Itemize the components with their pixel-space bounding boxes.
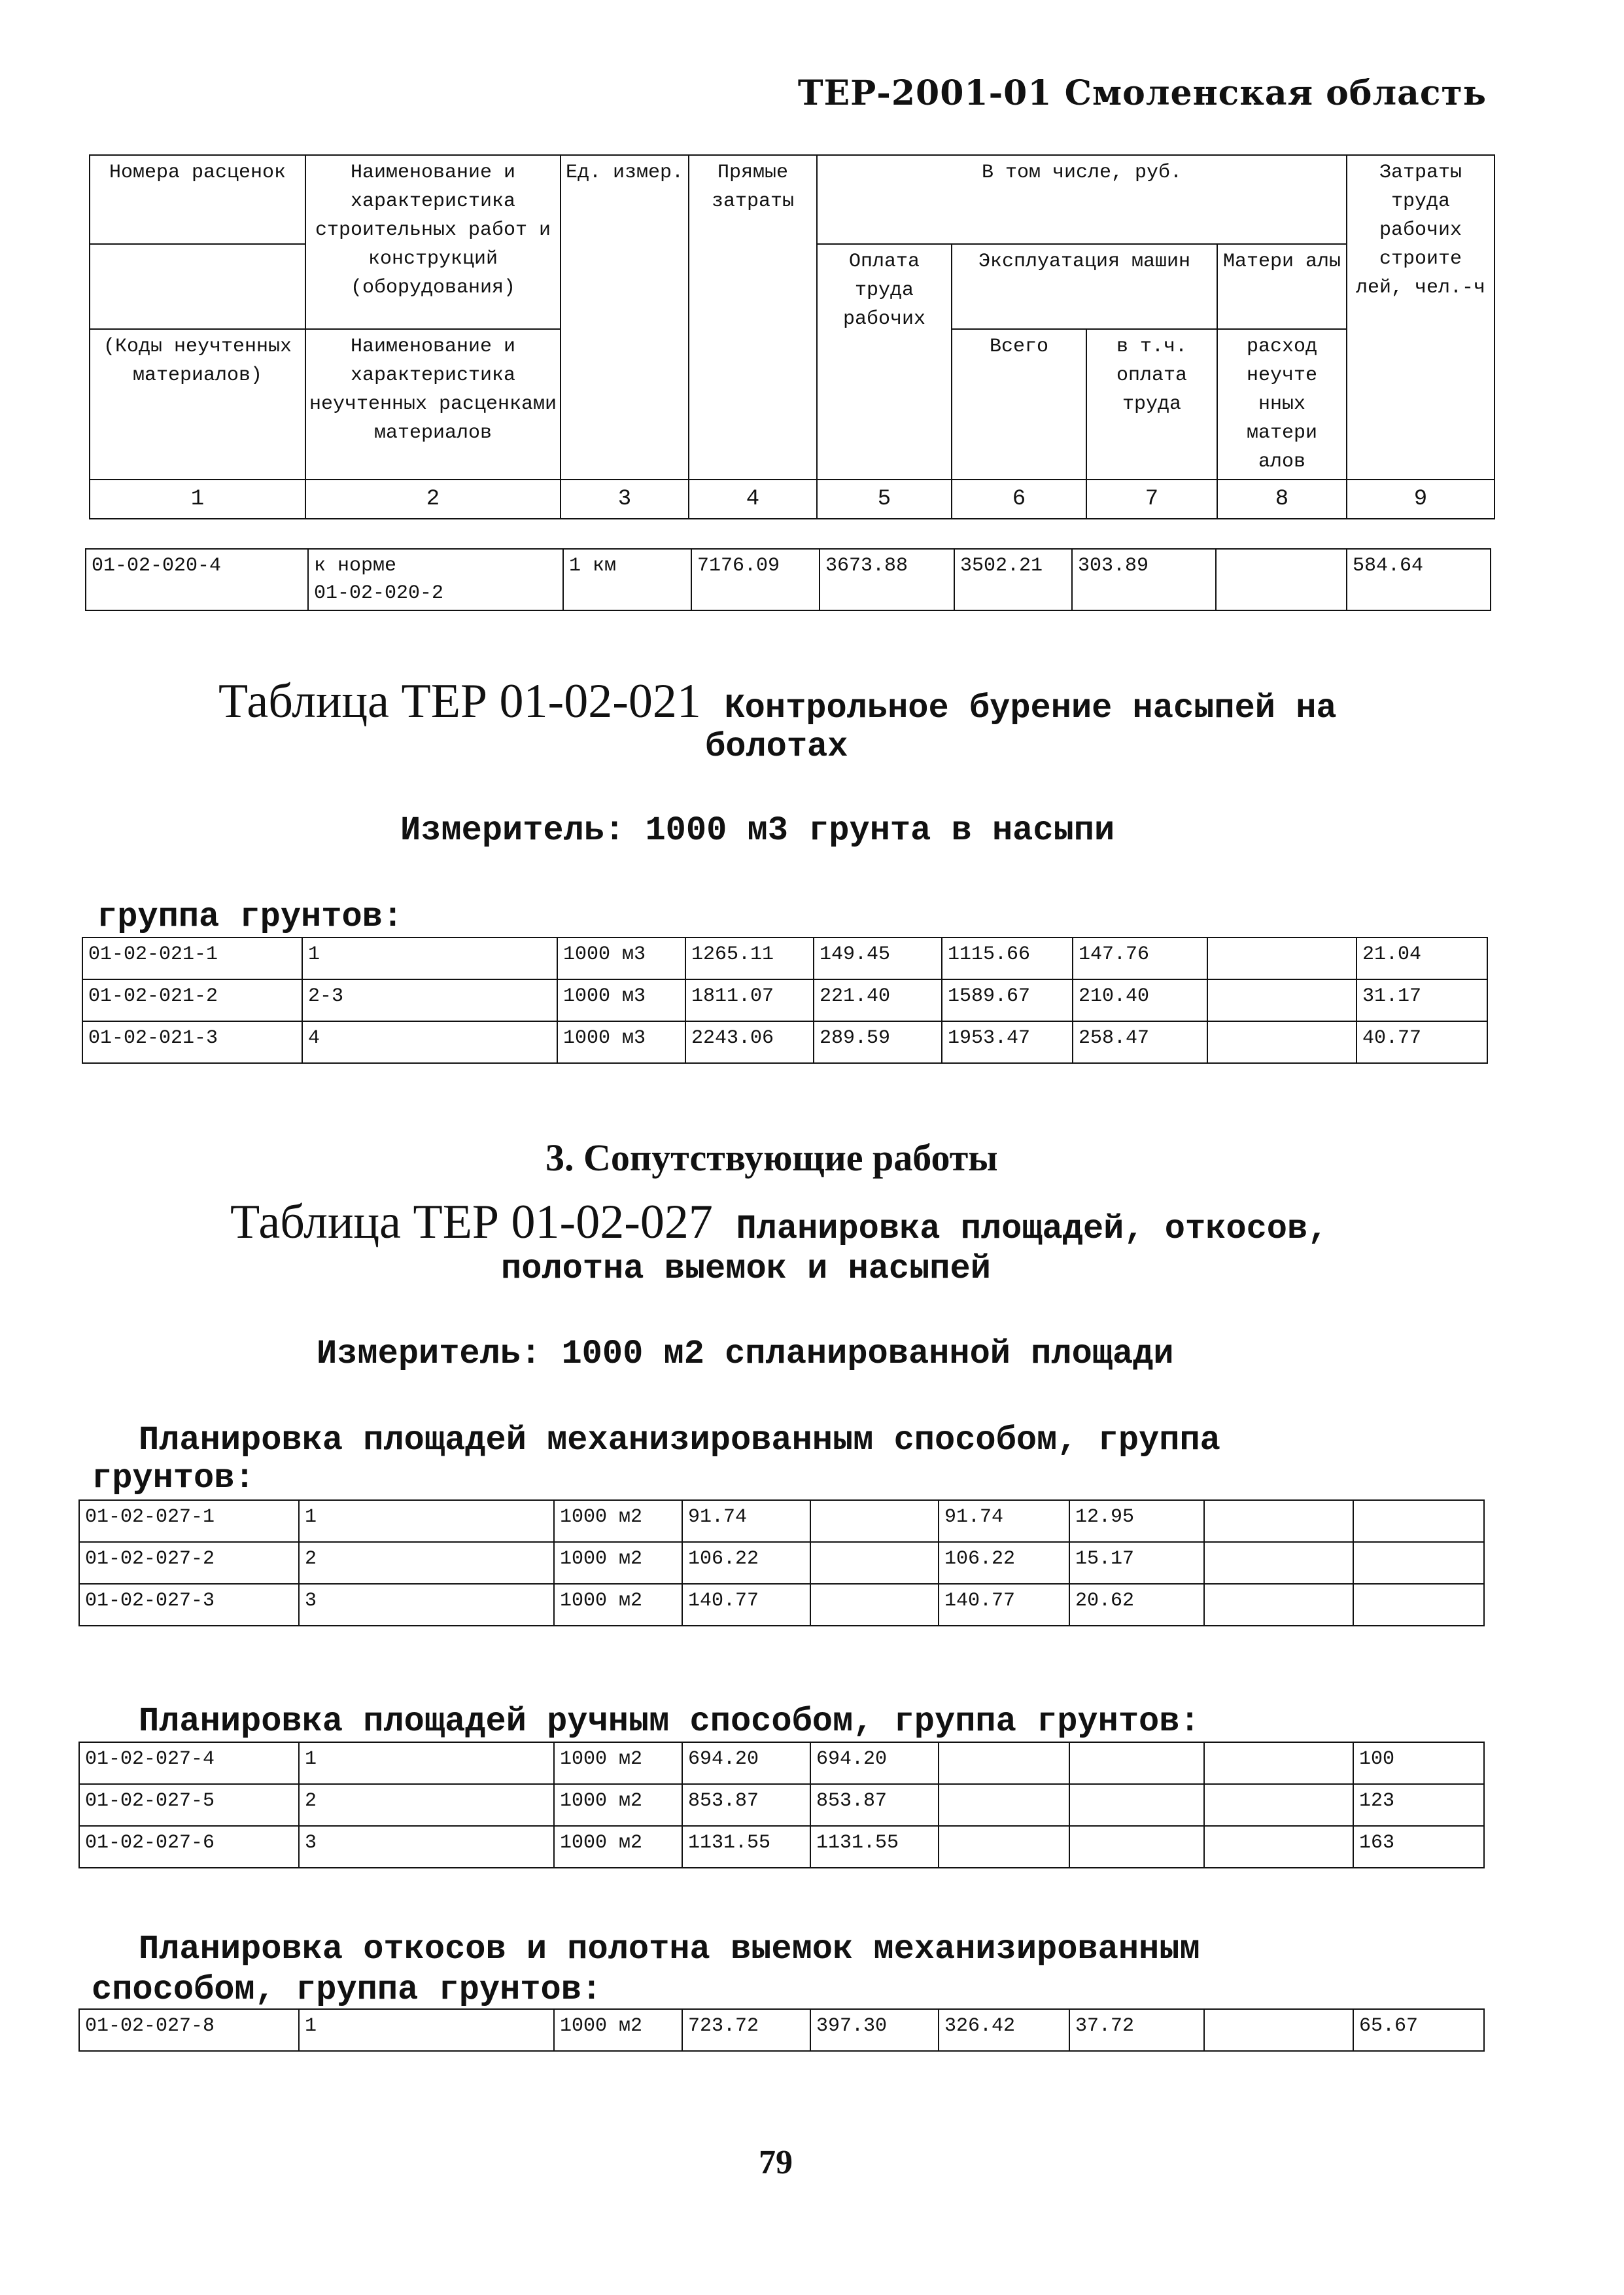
rate-machines: 326.42 — [939, 2009, 1069, 2051]
rate-labor — [1353, 1542, 1484, 1584]
rate-direct: 140.77 — [682, 1584, 810, 1626]
table-021-group-label: группа грунтов: — [97, 898, 404, 936]
rate-materials — [1204, 2009, 1353, 2051]
rate-labor: 31.17 — [1356, 979, 1487, 1021]
colhead-materials: Матери алы — [1217, 244, 1347, 329]
rate-name: 3 — [299, 1584, 554, 1626]
rate-table-027-mechanized — [78, 1499, 1485, 1626]
rate-machine-wages: 210.40 — [1073, 979, 1207, 1021]
colhead-codes: Номера расценок — [90, 155, 305, 244]
colhead-labor-costs: Затраты труда рабочих строите лей, чел.-ч — [1347, 155, 1494, 480]
document-header-title: ТЕР-2001-01 Смоленская область — [797, 73, 1487, 113]
rate-name: 2 — [299, 1542, 554, 1584]
rate-unit: 1000 м2 — [554, 1826, 682, 1868]
rate-table-027-manual — [78, 1742, 1485, 1868]
table-row — [79, 1500, 1484, 1542]
rate-machines — [939, 1784, 1069, 1826]
table-row — [79, 1784, 1484, 1826]
rate-name: 2 — [299, 1784, 554, 1826]
colhead-machine-wages: в т.ч. оплата труда — [1086, 329, 1217, 480]
table-row — [86, 549, 1491, 610]
rate-materials — [1204, 1826, 1353, 1868]
colhead-wages: Оплата труда рабочих — [817, 244, 952, 480]
colnum: 4 — [689, 480, 817, 519]
rate-labor: 584.64 — [1347, 549, 1491, 610]
table-021-title-2: болотах — [705, 727, 848, 766]
rate-wages: 149.45 — [814, 937, 942, 979]
group-3-label-a: Планировка откосов и полотна выемок механизированным — [139, 1930, 1200, 1969]
rate-machines: 1589.67 — [942, 979, 1073, 1021]
table-row — [79, 1742, 1484, 1784]
rate-unit: 1000 м3 — [557, 979, 685, 1021]
colhead-including-group: В том числе, руб. — [817, 155, 1347, 244]
colnum: 1 — [90, 480, 305, 519]
rate-name: 1 — [299, 1500, 554, 1542]
rate-direct: 853.87 — [682, 1784, 810, 1826]
rate-code: 01-02-021-1 — [82, 937, 302, 979]
rate-unit: 1000 м2 — [554, 1542, 682, 1584]
table-021-prefix: Таблица ТЕР 01-02-021 — [218, 674, 701, 728]
rate-code: 01-02-020-4 — [86, 549, 308, 610]
rate-labor: 123 — [1353, 1784, 1484, 1826]
table-row — [82, 979, 1487, 1021]
rate-wages: 3673.88 — [820, 549, 954, 610]
rate-machines — [939, 1826, 1069, 1868]
rate-wages: 694.20 — [810, 1742, 939, 1784]
rate-wages — [810, 1542, 939, 1584]
rate-materials — [1204, 1500, 1353, 1542]
colhead-unaccounted-consumption: расход неучте нных матери алов — [1217, 329, 1347, 480]
colhead-machine-total: Всего — [952, 329, 1086, 480]
table-row — [82, 1021, 1487, 1063]
table-row — [79, 1584, 1484, 1626]
rate-machines: 1115.66 — [942, 937, 1073, 979]
rate-name: к норме 01-02-020-2 — [308, 549, 563, 610]
rate-wages: 397.30 — [810, 2009, 939, 2051]
rate-wages — [810, 1584, 939, 1626]
rate-code: 01-02-027-5 — [79, 1784, 299, 1826]
rate-machine-wages — [1069, 1826, 1204, 1868]
colnum: 8 — [1217, 480, 1347, 519]
rate-machines: 3502.21 — [954, 549, 1072, 610]
rate-wages: 853.87 — [810, 1784, 939, 1826]
rate-name: 1 — [299, 1742, 554, 1784]
rate-direct: 7176.09 — [691, 549, 820, 610]
rate-wages: 221.40 — [814, 979, 942, 1021]
rate-name: 1 — [302, 937, 557, 979]
rate-materials — [1207, 1021, 1356, 1063]
rate-name: 3 — [299, 1826, 554, 1868]
colnum: 6 — [952, 480, 1086, 519]
rate-machine-wages: 37.72 — [1069, 2009, 1204, 2051]
rate-table-021 — [82, 937, 1488, 1064]
rate-machines: 91.74 — [939, 1500, 1069, 1542]
rate-wages: 289.59 — [814, 1021, 942, 1063]
table-027-measure: Измеритель: 1000 м2 спланированной площади — [317, 1335, 1174, 1373]
rate-machine-wages — [1069, 1742, 1204, 1784]
rate-unit: 1000 м3 — [557, 937, 685, 979]
rate-machine-wages: 20.62 — [1069, 1584, 1204, 1626]
rate-name: 2-3 — [302, 979, 557, 1021]
column-header-table — [89, 154, 1495, 519]
colhead-direct-costs: Прямые затраты — [689, 155, 817, 480]
rate-unit: 1000 м3 — [557, 1021, 685, 1063]
rate-labor: 100 — [1353, 1742, 1484, 1784]
table-row — [79, 1542, 1484, 1584]
colhead-unaccounted-name: Наименование и характеристика неучтенных расценками материалов — [305, 329, 561, 480]
rate-machine-wages: 258.47 — [1073, 1021, 1207, 1063]
rate-direct: 694.20 — [682, 1742, 810, 1784]
table-027-prefix: Таблица ТЕР 01-02-027 — [230, 1195, 713, 1249]
colnum: 5 — [817, 480, 952, 519]
rate-materials — [1204, 1542, 1353, 1584]
rate-materials — [1204, 1584, 1353, 1626]
colhead-machine-operation: Эксплуатация машин — [952, 244, 1217, 329]
rate-machine-wages: 147.76 — [1073, 937, 1207, 979]
rate-labor — [1353, 1500, 1484, 1542]
rate-direct: 1265.11 — [685, 937, 814, 979]
colnum: 7 — [1086, 480, 1217, 519]
colhead-name: Наименование и характеристика строительных работ и конструкций (оборудования) — [305, 155, 561, 329]
rate-unit: 1000 м2 — [554, 1742, 682, 1784]
table-row — [82, 937, 1487, 979]
rate-labor: 65.67 — [1353, 2009, 1484, 2051]
page-number: 79 — [759, 2144, 793, 2181]
group-3-label-b: способом, группа грунтов: — [92, 1971, 602, 2009]
rate-unit: 1000 м2 — [554, 1784, 682, 1826]
rate-code: 01-02-027-3 — [79, 1584, 299, 1626]
rate-materials — [1207, 937, 1356, 979]
rate-materials — [1204, 1742, 1353, 1784]
rate-name: 1 — [299, 2009, 554, 2051]
rate-labor: 163 — [1353, 1826, 1484, 1868]
rate-code: 01-02-021-2 — [82, 979, 302, 1021]
colnum: 2 — [305, 480, 561, 519]
rate-unit: 1000 м2 — [554, 1584, 682, 1626]
rate-direct: 91.74 — [682, 1500, 810, 1542]
rate-direct: 106.22 — [682, 1542, 810, 1584]
rate-machine-wages: 303.89 — [1072, 549, 1216, 610]
rate-unit: 1000 м2 — [554, 1500, 682, 1542]
group-1-label-a: Планировка площадей механизированным способом, группа — [139, 1421, 1220, 1460]
rate-direct: 2243.06 — [685, 1021, 814, 1063]
rate-machines: 106.22 — [939, 1542, 1069, 1584]
rate-labor: 21.04 — [1356, 937, 1487, 979]
rate-machine-wages: 15.17 — [1069, 1542, 1204, 1584]
rate-materials — [1204, 1784, 1353, 1826]
colhead-unaccounted-codes: (Коды неучтенных материалов) — [90, 329, 305, 480]
rate-labor: 40.77 — [1356, 1021, 1487, 1063]
rate-materials — [1216, 549, 1347, 610]
rate-name: 4 — [302, 1021, 557, 1063]
table-row — [79, 1826, 1484, 1868]
rate-direct: 723.72 — [682, 2009, 810, 2051]
colnum: 9 — [1347, 480, 1494, 519]
rate-wages: 1131.55 — [810, 1826, 939, 1868]
rate-unit: 1 км — [563, 549, 691, 610]
rate-labor — [1353, 1584, 1484, 1626]
rate-direct: 1131.55 — [682, 1826, 810, 1868]
rate-code: 01-02-027-8 — [79, 2009, 299, 2051]
rate-table-027-slopes — [78, 2008, 1485, 2052]
table-021-title-1: Контрольное бурение насыпей на — [724, 689, 1337, 727]
rate-direct: 1811.07 — [685, 979, 814, 1021]
group-2-label: Планировка площадей ручным способом, группа грунтов: — [139, 1702, 1200, 1741]
rate-materials — [1207, 979, 1356, 1021]
rate-code: 01-02-021-3 — [82, 1021, 302, 1063]
rate-code: 01-02-027-2 — [79, 1542, 299, 1584]
rate-machine-wages — [1069, 1784, 1204, 1826]
section-title: 3. Сопутствующие работы — [545, 1136, 998, 1179]
group-1-label-b: грунтов: — [92, 1459, 255, 1498]
rate-code: 01-02-027-6 — [79, 1826, 299, 1868]
rate-unit: 1000 м2 — [554, 2009, 682, 2051]
rate-machines — [939, 1742, 1069, 1784]
rate-machines: 140.77 — [939, 1584, 1069, 1626]
rate-machine-wages: 12.95 — [1069, 1500, 1204, 1542]
rate-machines: 1953.47 — [942, 1021, 1073, 1063]
table-021-measure: Измеритель: 1000 м3 грунта в насыпи — [400, 811, 1115, 850]
rate-code: 01-02-027-4 — [79, 1742, 299, 1784]
table-021-heading — [218, 674, 1337, 729]
colnum: 3 — [561, 480, 689, 519]
table-027-title-2: полотна выемок и насыпей — [501, 1250, 991, 1288]
rate-table-020 — [85, 548, 1491, 611]
table-row — [79, 2009, 1484, 2051]
colhead-unit: Ед. измер. — [561, 155, 689, 480]
table-027-heading — [230, 1195, 1328, 1250]
rate-wages — [810, 1500, 939, 1542]
rate-code: 01-02-027-1 — [79, 1500, 299, 1542]
table-027-title-1: Планировка площадей, откосов, — [736, 1210, 1328, 1248]
